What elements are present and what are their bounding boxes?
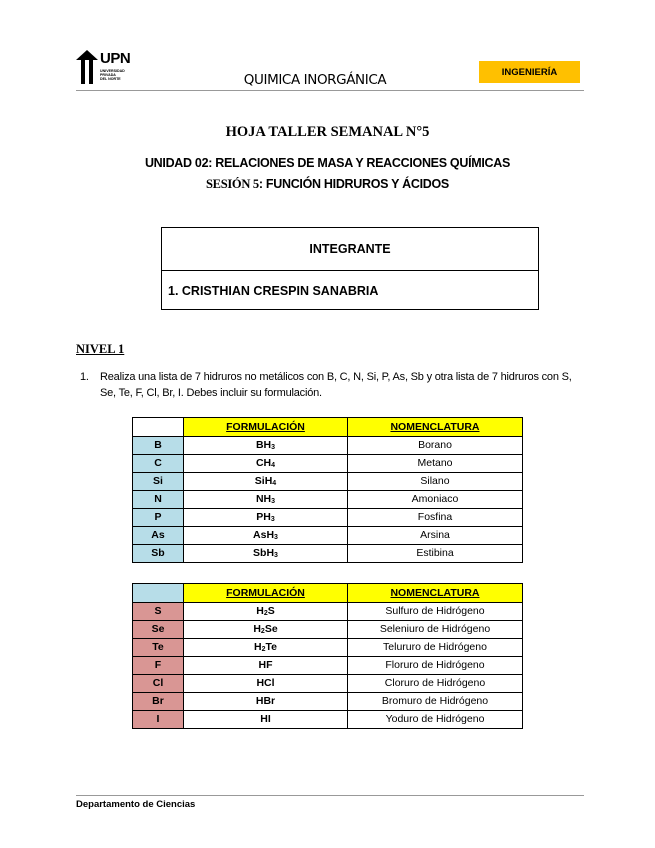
session-title: [0, 177, 655, 192]
formula-subscript: 3: [271, 498, 276, 505]
nomenclature-cell: Metano: [348, 455, 523, 473]
element-symbol: Te: [133, 639, 184, 657]
formula-part: SiH: [254, 475, 273, 487]
table-row: [133, 639, 523, 657]
upn-arrow-icon: [76, 50, 98, 84]
element-symbol: S: [133, 603, 184, 621]
table-row: [133, 675, 523, 693]
formula-part: PH: [256, 511, 271, 523]
formula-subscript: 4: [271, 462, 276, 469]
course-title: QUIMICA INORGÁNICA: [243, 72, 387, 88]
blank-header-cell: [133, 418, 184, 437]
formula-subscript: 3: [274, 552, 278, 559]
nomenclature-cell: Arsina: [348, 527, 523, 545]
nomenclature-cell: Estibina: [348, 545, 523, 563]
footer-divider: [76, 795, 584, 796]
element-symbol: Cl: [133, 675, 184, 693]
nomenclature-cell: Silano: [348, 473, 523, 491]
formula-part: H: [253, 623, 261, 635]
element-symbol: Br: [133, 693, 184, 711]
formula-subscript: 2: [260, 628, 265, 635]
nivel-heading: NIVEL 1: [76, 342, 125, 356]
nomenclature-cell: Bromuro de Hidrógeno: [348, 693, 523, 711]
blank-header-cell: [133, 584, 184, 603]
hydrides-table-2: [132, 583, 523, 729]
formula-subscript: 4: [272, 480, 277, 487]
formula-part: HBr: [255, 695, 276, 707]
formula-subscript: 3: [270, 516, 275, 523]
table-row: [133, 509, 523, 527]
formula-cell: [184, 509, 348, 527]
element-symbol: Si: [133, 473, 184, 491]
footer-text: Departamento de Ciencias: [76, 799, 196, 810]
table-row: [133, 455, 523, 473]
question-text: Realiza una lista de 7 hidruros no metálicos con B, C, N, Si, P, As, Sb y otra lista de 7 hidruros con S, Se, Te, F, Cl, Br, I. Debes incluir su formulación.: [100, 371, 572, 399]
formula-cell: [184, 657, 348, 675]
formula-part: SbH: [253, 547, 275, 559]
table-header-row: [133, 418, 523, 437]
session-suffix: : FUNCIÓN HIDRUROS Y ÁCIDOS: [258, 177, 449, 191]
question-number: 1.: [80, 371, 89, 383]
department-badge: INGENIERÍA: [479, 61, 580, 83]
header-divider: [76, 90, 584, 91]
formula-part: H: [254, 641, 262, 653]
formula-part: Te: [265, 641, 277, 653]
formula-subscript: 3: [271, 444, 276, 451]
formula-cell: [184, 675, 348, 693]
formula-cell: [184, 527, 348, 545]
element-symbol: B: [133, 437, 184, 455]
element-symbol: As: [133, 527, 184, 545]
formula-part: AsH: [253, 529, 275, 541]
integrante-box: [161, 227, 539, 310]
formula-part: HI: [260, 713, 271, 725]
formula-cell: [184, 455, 348, 473]
formula-subscript: 2: [263, 610, 268, 617]
formula-header: FORMULACIÓN: [184, 418, 348, 437]
nomenclature-cell: Cloruro de Hidrógeno: [348, 675, 523, 693]
element-symbol: Se: [133, 621, 184, 639]
formula-part: H: [256, 605, 264, 617]
nomenclature-cell: Yoduro de Hidrógeno: [348, 711, 523, 729]
element-symbol: Sb: [133, 545, 184, 563]
formula-part: S: [267, 605, 275, 617]
nomenclature-header: NOMENCLATURA: [348, 584, 523, 603]
sheet-title: HOJA TALLER SEMANAL N°5: [225, 124, 430, 140]
formula-cell: [184, 473, 348, 491]
formula-part: HCl: [256, 677, 275, 689]
nomenclature-cell: Floruro de Hidrógeno: [348, 657, 523, 675]
table-row: [133, 603, 523, 621]
formula-part: Se: [264, 623, 278, 635]
table-row: [133, 545, 523, 563]
nomenclature-cell: Borano: [348, 437, 523, 455]
table-row: [133, 657, 523, 675]
nomenclature-cell: Telururo de Hidrógeno: [348, 639, 523, 657]
element-symbol: I: [133, 711, 184, 729]
session-prefix: SESIÓN 5: [206, 177, 259, 191]
formula-cell: [184, 437, 348, 455]
table-row: [133, 473, 523, 491]
formula-cell: [184, 621, 348, 639]
table-row: [133, 437, 523, 455]
formula-cell: [184, 545, 348, 563]
nomenclature-cell: Fosfina: [348, 509, 523, 527]
nomenclature-header: NOMENCLATURA: [348, 418, 523, 437]
formula-part: NH: [255, 493, 272, 505]
formula-cell: [184, 639, 348, 657]
integrante-member: 1. CRISTHIAN CRESPIN SANABRIA: [168, 283, 379, 298]
nomenclature-cell: Sulfuro de Hidrógeno: [348, 603, 523, 621]
nomenclature-cell: Seleniuro de Hidrógeno: [348, 621, 523, 639]
formula-cell: [184, 603, 348, 621]
formula-subscript: 3: [274, 534, 278, 541]
formula-cell: [184, 711, 348, 729]
logo-sub-3: DEL NORTE: [100, 77, 121, 81]
formula-cell: [184, 693, 348, 711]
formula-header: FORMULACIÓN: [184, 584, 348, 603]
logo-sub-2: PRIVADA: [100, 73, 116, 77]
element-symbol: F: [133, 657, 184, 675]
element-symbol: N: [133, 491, 184, 509]
upn-logo: [76, 50, 138, 84]
nomenclature-cell: Amoniaco: [348, 491, 523, 509]
formula-subscript: 2: [261, 646, 266, 653]
element-symbol: P: [133, 509, 184, 527]
table-header-row: [133, 584, 523, 603]
logo-sub-1: UNIVERSIDAD: [100, 69, 125, 73]
table-row: [133, 711, 523, 729]
formula-part: HF: [258, 659, 273, 671]
table-row: [133, 491, 523, 509]
hydrides-table-1: [132, 417, 523, 563]
table-row: [133, 527, 523, 545]
element-symbol: C: [133, 455, 184, 473]
formula-part: BH: [255, 439, 272, 451]
integrante-header: INTEGRANTE: [162, 228, 538, 271]
unit-title: UNIDAD 02: RELACIONES DE MASA Y REACCIONES QUÍMICAS: [144, 156, 511, 170]
table-row: [133, 693, 523, 711]
formula-cell: [184, 491, 348, 509]
formula-part: CH: [255, 457, 272, 469]
logo-name: UPN: [100, 50, 131, 67]
table-row: [133, 621, 523, 639]
